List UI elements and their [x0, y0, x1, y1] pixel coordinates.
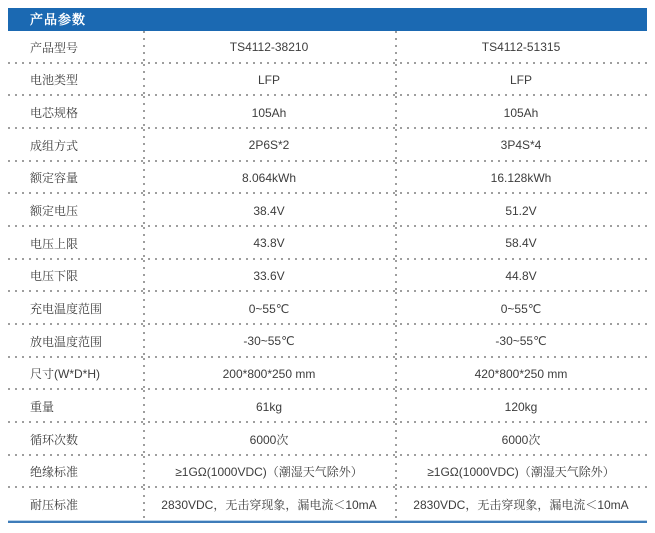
row-value-col1: 105Ah — [143, 96, 395, 129]
row-label: 尺寸(W*D*H) — [30, 367, 100, 382]
row-label: 额定容量 — [30, 171, 79, 186]
row-value-col1: 61kg — [143, 390, 395, 423]
row-label: 电池类型 — [30, 73, 79, 88]
row-value-col1: 43.8V — [143, 227, 395, 260]
row-value-col1: 2830VDC，无击穿现象，漏电流＜10mA — [143, 488, 395, 521]
table-row — [8, 390, 647, 423]
table-row — [8, 292, 647, 325]
row-value-col1: LFP — [143, 64, 395, 97]
row-value-col1: 0~55℃ — [143, 292, 395, 325]
row-value-col2: -30~55℃ — [395, 325, 647, 358]
row-value-col2: 44.8V — [395, 260, 647, 293]
table-row — [8, 64, 647, 97]
table-bottom-rule — [8, 521, 647, 523]
table-row — [8, 488, 647, 521]
row-value-col2: 51.2V — [395, 194, 647, 227]
table-row — [8, 260, 647, 293]
row-value-col2: 105Ah — [395, 96, 647, 129]
row-label: 绝缘标准 — [30, 465, 79, 480]
row-label: 电芯规格 — [30, 106, 79, 121]
row-label: 电压下限 — [30, 269, 79, 284]
row-value-col1: 8.064kWh — [143, 162, 395, 195]
row-value-col2: 6000次 — [395, 423, 647, 456]
row-label: 循环次数 — [30, 432, 79, 447]
row-label: 额定电压 — [30, 204, 79, 219]
row-value-col1: 38.4V — [143, 194, 395, 227]
table-row — [8, 194, 647, 227]
table-row — [8, 162, 647, 195]
row-value-col2: ≥1GΩ(1000VDC)（潮湿天气除外） — [395, 456, 647, 489]
row-value-col1: -30~55℃ — [143, 325, 395, 358]
row-label: 放电温度范围 — [30, 334, 103, 349]
table-row — [8, 129, 647, 162]
table-row — [8, 227, 647, 260]
table-row — [8, 31, 647, 64]
table-title: 产品参数 — [8, 8, 647, 31]
row-value-col2: 58.4V — [395, 227, 647, 260]
row-value-col1: TS4112-38210 — [143, 31, 395, 64]
table-row — [8, 325, 647, 358]
table-row — [8, 423, 647, 456]
row-value-col1: 2P6S*2 — [143, 129, 395, 162]
row-value-col2: LFP — [395, 64, 647, 97]
table-row — [8, 358, 647, 391]
row-label: 重量 — [30, 400, 55, 415]
row-label: 耐压标准 — [30, 498, 79, 513]
row-value-col1: 200*800*250 mm — [143, 358, 395, 391]
row-label: 成组方式 — [30, 138, 79, 153]
product-parameters-table — [8, 8, 647, 523]
row-value-col1: ≥1GΩ(1000VDC)（潮湿天气除外） — [143, 456, 395, 489]
row-value-col2: 2830VDC，无击穿现象，漏电流＜10mA — [395, 488, 647, 521]
row-value-col2: 0~55℃ — [395, 292, 647, 325]
row-value-col2: 420*800*250 mm — [395, 358, 647, 391]
row-value-col2: TS4112-51315 — [395, 31, 647, 64]
row-value-col2: 16.128kWh — [395, 162, 647, 195]
row-label: 产品型号 — [30, 40, 79, 55]
table-row — [8, 96, 647, 129]
row-value-col2: 120kg — [395, 390, 647, 423]
row-label: 电压上限 — [30, 236, 79, 251]
table-row — [8, 456, 647, 489]
row-value-col1: 33.6V — [143, 260, 395, 293]
row-value-col2: 3P4S*4 — [395, 129, 647, 162]
row-label: 充电温度范围 — [30, 302, 103, 317]
row-value-col1: 6000次 — [143, 423, 395, 456]
